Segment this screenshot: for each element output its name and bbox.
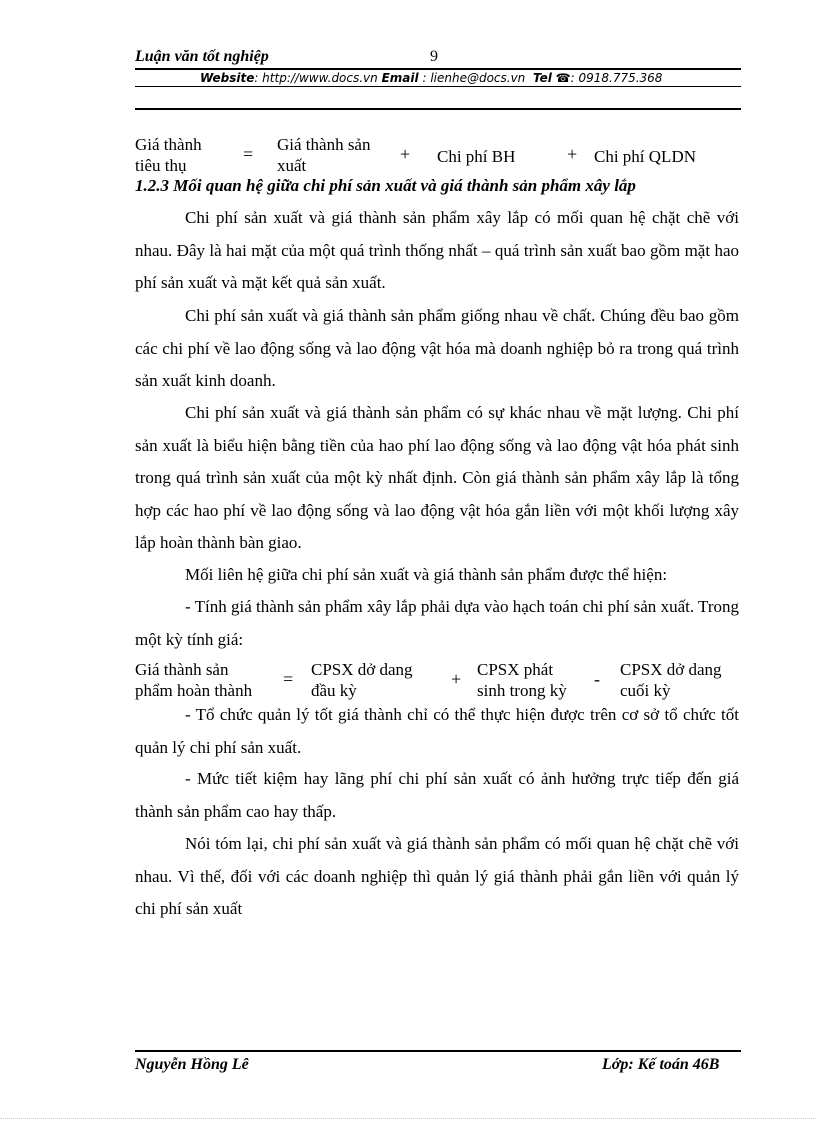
- formula2-term3-line2: cuối kỳ: [620, 681, 671, 700]
- formula1-left-line1: Giá thành: [135, 135, 202, 154]
- phone-icon: ☎: [555, 71, 571, 85]
- formula2-left: [135, 659, 252, 701]
- footer-rule: [135, 1050, 741, 1052]
- formula2-term1: [311, 659, 413, 701]
- paragraph-5: - Tính giá thành sản phẩm xây lắp phải dựa vào hạch toán chi phí sản xuất. Trong một kỳ tính giá:: [135, 597, 739, 649]
- formula1-plus2: +: [567, 144, 578, 164]
- paragraph-3: Chi phí sản xuất và giá thành sản phẩm có sự khác nhau về mặt lượng. Chi phí sản xuất là biểu hiện bằng tiền của hao phí lao động sống và lao động vật hóa phát sinh trong quá trình sản xuất của một kỳ nhất định. Còn giá thành sản phẩm xây lắp là tổng hợp các hao phí về lao động sống và lao động vật hóa gắn liền với một khối lượng xây lắp hoàn thành bàn giao.: [135, 403, 739, 552]
- tel-label: Tel: [532, 71, 552, 85]
- footer-author: Nguyễn Hồng Lê: [135, 1056, 249, 1073]
- header-rule-top: [135, 68, 741, 70]
- formula2-equals: =: [283, 669, 294, 689]
- formula2-term2-line1: CPSX phát: [477, 660, 554, 679]
- page-number: 9: [430, 48, 438, 65]
- formula-gia-thanh-hoan-thanh: [135, 659, 741, 703]
- paragraph-2: Chi phí sản xuất và giá thành sản phẩm giống nhau về chất. Chúng đều bao gồm các chi phí về lao động sống và lao động vật hóa mà doanh nghiệp bỏ ra trong quá trình sản xuất kinh doanh.: [135, 306, 739, 390]
- website-label: Website: [200, 71, 255, 85]
- formula2-left-line2: phẩm hoàn thành: [135, 681, 253, 700]
- formula2-term3-line1: CPSX dở dang: [620, 660, 722, 679]
- formula-gia-thanh-tieu-thu: [135, 134, 741, 178]
- formula1-term3: Chi phí QLDN: [594, 147, 696, 166]
- formula2-term2: [477, 659, 567, 701]
- formula1-term2: Chi phí BH: [437, 147, 516, 166]
- header-title: Luận văn tốt nghiệp: [135, 48, 269, 65]
- formula1-plus1: +: [400, 144, 411, 164]
- formula2-left-line1: Giá thành sản: [135, 660, 229, 679]
- formula1-left-line2: tiêu thụ: [135, 156, 187, 175]
- email-value[interactable]: : lienhe@docs.vn: [418, 71, 526, 85]
- footer-class: Lớp: Kế toán 46B: [602, 1056, 720, 1073]
- tel-value: : 0918.775.368: [570, 71, 663, 85]
- formula1-term1: [277, 134, 370, 176]
- paragraph-8: Nói tóm lại, chi phí sản xuất và giá thành sản phẩm có mối quan hệ chặt chẽ với nhau. Vì thế, đối với các doanh nghiệp thì quản lý giá thành phải gắn liền với quản lý chi phí sản xuất: [135, 834, 739, 918]
- section-heading: 1.2.3 Mối quan hệ giữa chi phí sản xuất và giá thành sản phẩm xây lắp: [135, 176, 636, 195]
- formula1-term1-line1: Giá thành sản: [277, 135, 371, 154]
- paragraph-4: Mối liên hệ giữa chi phí sản xuất và giá thành sản phẩm được thể hiện:: [185, 565, 668, 584]
- website-value[interactable]: : http://www.docs.vn: [254, 71, 378, 85]
- formula2-term2-line2: sinh trong kỳ: [477, 681, 567, 700]
- paragraph-6: - Tổ chức quản lý tốt giá thành chỉ có thể thực hiện được trên cơ sở tổ chức tốt quản lý chi phí sản xuất.: [135, 705, 739, 757]
- formula2-plus: +: [451, 669, 462, 689]
- formula1-term1-line2: xuất: [277, 156, 307, 175]
- header-rule-mid: [135, 86, 741, 87]
- formula2-minus: -: [594, 669, 600, 689]
- formula2-term3: [620, 659, 722, 701]
- paragraph-1: Chi phí sản xuất và giá thành sản phẩm xây lắp có mối quan hệ chặt chẽ với nhau. Đây là hai mặt của một quá trình thống nhất – quá trình sản xuất bao gồm mặt hao phí sản xuất và mặt kết quả sản xuất.: [135, 208, 739, 292]
- formula1-equals: =: [243, 144, 254, 164]
- page-bottom-divider: [0, 1118, 816, 1119]
- email-label: Email: [381, 71, 419, 85]
- paragraph-7: - Mức tiết kiệm hay lãng phí chi phí sản xuất có ảnh hưởng trực tiếp đến giá thành sản phẩm cao hay thấp.: [135, 769, 739, 821]
- formula2-term1-line1: CPSX dở dang: [311, 660, 413, 679]
- formula1-left: [135, 134, 202, 176]
- header-rule-bottom: [135, 108, 741, 110]
- contact-line: [200, 71, 662, 85]
- formula2-term1-line2: đầu kỳ: [311, 681, 357, 700]
